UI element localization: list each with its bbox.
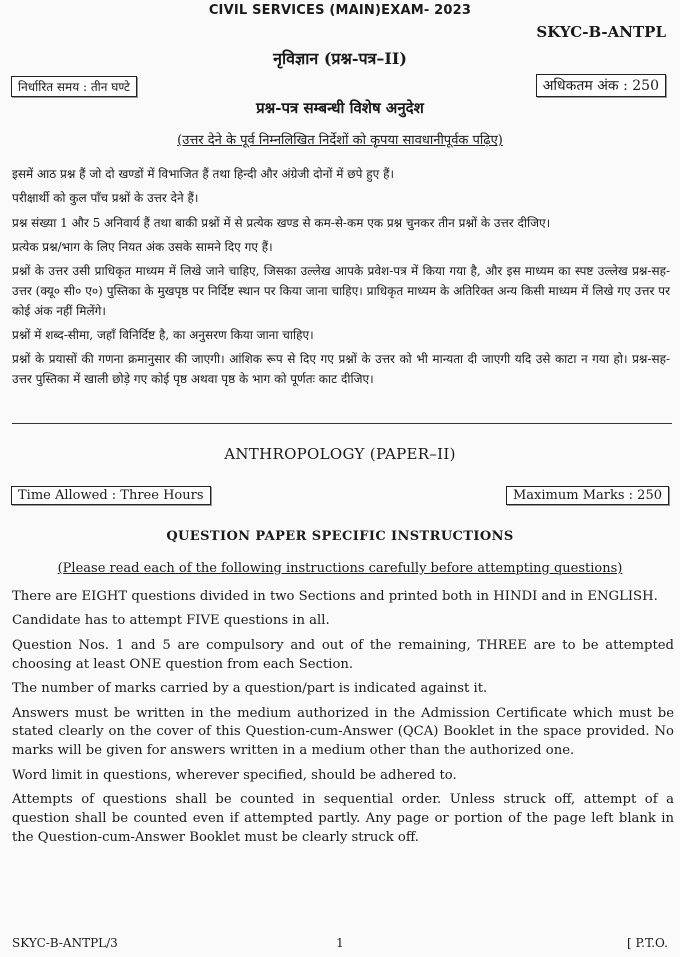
paper-code: SKYC-B-ANTPL (536, 23, 666, 41)
hindi-max-marks-box: अधिकतम अंक : 250 (536, 74, 666, 97)
hindi-instruction: प्रश्नों के प्रयासों की गणना क्रमानुसार की जाएगी। आंशिक रूप से दिए गए प्रश्नों के उत्तर को भी मान्यता दी जाएगी यदि उसे काटा न गया हो। प्रश्न-सह-उत्तर पुस्तिका में खाली छोड़े गए कोई पृष्ठ अथवा पृष्ठ के भाग को पूर्णतः काट दीजिए। (12, 352, 670, 387)
english-instruction: Question Nos. 1 and 5 are compulsory and out of the remaining, THREE are to be attempted choosing at least ONE question from each Section. (12, 637, 674, 672)
hindi-instructions-body (12, 165, 670, 394)
hindi-instruction: प्रश्नों में शब्द-सीमा, जहाँ विनिर्दिष्ट है, का अनुसरण किया जाना चाहिए। (12, 328, 314, 343)
hindi-instruction: प्रश्न संख्या 1 और 5 अनिवार्य हैं तथा बाकी प्रश्नों में से प्रत्येक खण्ड से कम-से-कम एक प्रश्न चुनकर तीन प्रश्नों के उत्तर दीजिए। (12, 215, 551, 230)
hindi-time-allowed-box: निर्धारित समय : तीन घण्टे (11, 76, 137, 97)
max-marks-box: Maximum Marks : 250 (506, 486, 669, 505)
section-divider (12, 423, 672, 424)
hindi-instructions-subheading: (उत्तर देने के पूर्व निम्नलिखित निर्देशों को कृपया सावधानीपूर्वक पढ़िए) (177, 133, 503, 148)
hindi-instruction: परीक्षार्थी को कुल पाँच प्रश्नों के उत्तर देने हैं। (12, 191, 199, 206)
hindi-instruction: इसमें आठ प्रश्न हैं जो दो खण्डों में विभाजित हैं तथा हिन्दी और अंग्रेजी दोनों में छपे हुए हैं। (12, 167, 395, 181)
hindi-instruction: प्रत्येक प्रश्न/भाग के लिए नियत अंक उसके सामने दिए गए हैं। (12, 239, 273, 254)
english-instruction: Answers must be written in the medium authorized in the Admission Certificate which must be stated clearly on the cover of this Question-cum-Answer (QCA) Booklet in the space provided. No marks will be given for answers written in a medium other than the authorized one. (12, 705, 674, 759)
english-instruction: Word limit in questions, wherever specified, should be adhered to. (12, 767, 457, 783)
hindi-instruction: प्रश्नों के उत्तर उसी प्राधिकृत माध्यम में लिखे जाने चाहिए, जिसका उल्लेख आपके प्रवेश-पत्र में किया गया है, और इस माध्यम का स्पष्ट उल्लेख प्रश्न-सह-उत्तर (क्यू० सी० ए०) पुस्तिका के मुखपृष्ठ पर निर्दिष्ट स्थान पर किया जाना चाहिए। प्राधिकृत माध्यम के अतिरिक्त अन्य किसी माध्यम में लिखे गए उत्तर पर कोई अंक नहीं मिलेंगे। (12, 264, 670, 318)
hindi-instructions-heading: प्रश्न-पत्र सम्बन्धी विशेष अनुदेश (256, 99, 424, 117)
english-instruction: The number of marks carried by a question/part is indicated against it. (12, 681, 488, 697)
time-allowed-box: Time Allowed : Three Hours (11, 486, 211, 505)
english-instructions-heading: QUESTION PAPER SPECIFIC INSTRUCTIONS (166, 529, 514, 544)
hindi-paper-title: नृविज्ञान (प्रश्न-पत्र–II) (273, 49, 407, 68)
english-instructions-body (12, 588, 674, 853)
exam-title: CIVIL SERVICES (MAIN)EXAM- 2023 (208, 3, 472, 18)
english-paper-title: ANTHROPOLOGY (PAPER–II) (224, 445, 456, 463)
english-instruction: Attempts of questions shall be counted in sequential order. Unless struck off, attempt of a question shall be counted even if attempted partly. Any page or portion of the page left blank in the Question-cum-Answer Booklet must be clearly struck off. (12, 792, 674, 845)
footer-code: SKYC-B-ANTPL/3 (12, 936, 118, 950)
pto-marker: [ P.T.O. (627, 936, 668, 950)
page-number: 1 (336, 936, 344, 950)
english-instruction: Candidate has to attempt FIVE questions in all. (12, 613, 330, 629)
english-instruction: There are EIGHT questions divided in two Sections and printed both in HINDI and in ENGLISH. (12, 589, 658, 604)
english-instructions-subheading: (Please read each of the following instructions carefully before attempting questions) (57, 561, 623, 576)
